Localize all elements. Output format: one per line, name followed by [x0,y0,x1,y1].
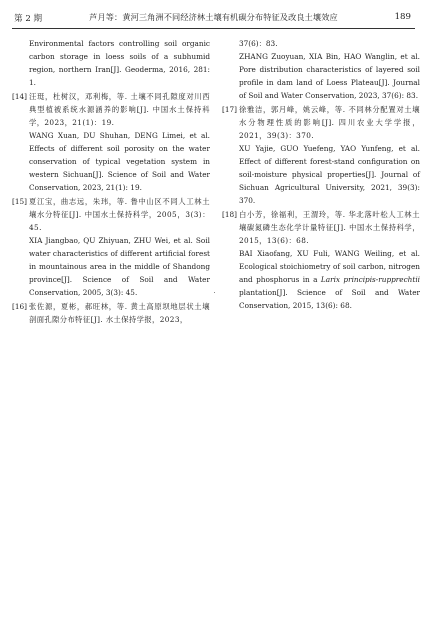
reference-number: [17] [222,105,237,114]
species-name: Larix principis-rupprechtii [320,275,420,284]
reference-text-en: WANG Xuan, DU Shuhan, DENG Limei, et al. Effects of different soil porosity on the water conservation of typical vegetation system in western Sichuan[J]. Science of Soil and Water Conservation, 2023, 21(1): 19. [29,131,210,192]
reference-18 [224,208,420,312]
reference-number: [14] [12,92,27,101]
reference-text-zh: 夏江宝，曲志远，朱玮，等. 鲁中山区不同人工林土壤水分特征[J]. 中国水土保持科学，2005，3(3)：45. [29,197,210,232]
reference-text-en-pre: BAI Xiaofang, XU Fuli, WANG Weiling, et al. Ecological stoichiometry of soil carbon, nitrogen and phosphorus in a [239,249,420,284]
stray-mark [214,292,215,293]
reference-continuation [14,37,210,89]
page-number: 189 [394,12,411,22]
reference-16-continuation [224,37,420,102]
reference-number: [16] [12,302,27,311]
reference-14 [14,90,210,194]
page-header [0,0,427,34]
reference-text-zh: 汪珽，杜树汉，邓利梅，等. 土壤不同孔隙度对川西典型植被系统水源涵养的影响[J]. 中国水土保持科学，2023，21(1)：19. [29,92,210,127]
reference-16 [14,300,210,326]
right-column [224,37,420,312]
reference-17 [224,103,420,207]
reference-text-zh: 张佐源，夏彬，郝旺林，等. 黄土高原坝地层状土壤剖面孔隙分布特征[J]. 水土保持学报，2023， [29,302,210,324]
issue-number: 第 2 期 [14,14,43,24]
running-title: 芦月等：黄河三角洲不同经济林土壤有机碳分布特征及改良土壤效应 [89,12,338,22]
reference-text-en: ZHANG Zuoyuan, XIA Bin, HAO Wanglin, et al. Pore distribution characteristics of layered soil profile in dam land of Loess Plateau[J]. Journal of Soil and Water Conservation, 2023, 37(6): 83. [239,52,420,100]
reference-text-zh: 徐雅洁，郭月峰，姚云峰，等. 不同林分配置对土壤水分物理性质的影响[J]. 四川农业大学学报，2021，39(3)：370. [239,105,420,140]
reference-text-en [239,247,420,312]
reference-text-zh: 白小芳，徐福利，王渭玲，等. 华北落叶松人工林土壤碳氮磷生态化学计量特征[J]. 中国水土保持科学，2015，13(6)：68. [239,210,420,245]
left-column [14,37,210,326]
reference-text-en-post: plantation[J]. Science of Soil and Water Conservation, 2015, 13(6): 68. [239,288,420,310]
reference-15 [14,195,210,299]
reference-number: [15] [12,197,27,206]
header-rule [12,28,415,29]
reference-text-zh: 37(6)：83. [239,39,278,48]
reference-text-en: Environmental factors controlling soil organic carbon storage in loess soils of a subhumid region, northern Iran[J]. Geoderma, 2016, 281: 1. [29,39,210,87]
reference-text-en: XIA Jiangbao, QU Zhiyuan, ZHU Wei, et al. Soil water characteristics of different artificial forest in mountainous area in the middle of Shandong province[J]. Science of Soil and Water Conservation, 2005, 3(3): 45. [29,236,210,297]
reference-number: [18] [222,210,237,219]
reference-text-en: XU Yajie, GUO Yuefeng, YAO Yunfeng, et al. Effect of different forest-stand configuration on soil-moisture physical properties[J]. Journal of Sichuan Agricultural University, 2021, 39(3): 370. [239,144,420,205]
